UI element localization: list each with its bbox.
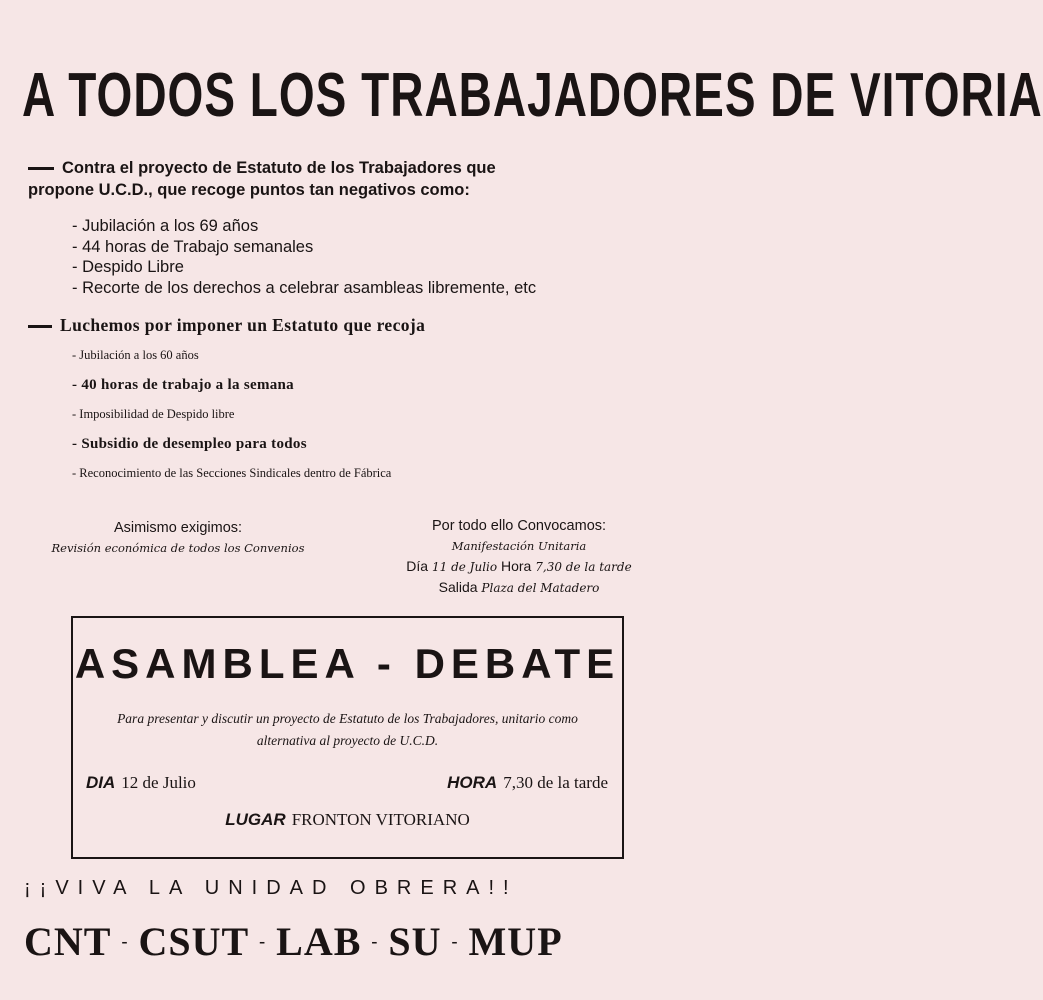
- negatives-list: [72, 216, 536, 298]
- slogan: ¡¡VIVA LA UNIDAD OBRERA!!: [24, 877, 518, 899]
- dash-mark: [28, 325, 52, 328]
- place-value: FRONTON VITORIANO: [291, 810, 470, 829]
- list-item: - Despido Libre: [72, 257, 536, 278]
- hour-value: 7,30 de la tarde: [503, 773, 608, 792]
- intro-text: [28, 157, 668, 201]
- hour-label: HORA: [447, 773, 498, 792]
- org-mup: MUP: [468, 919, 563, 964]
- poster-title: A TODOS LOS TRABAJADORES DE VITORIA: [22, 59, 1043, 130]
- day-value: 11 de Julio: [431, 560, 498, 574]
- assembly-place: [73, 810, 622, 830]
- list-item: - Reconocimiento de las Secciones Sindicales dentro de Fábrica: [72, 459, 391, 489]
- march-date: [364, 556, 674, 577]
- separator: -: [371, 931, 379, 951]
- demands-list: [72, 341, 391, 489]
- intro-line-1: Contra el proyecto de Estatuto de los Trabajadores que: [62, 159, 496, 177]
- day-value: 12 de Julio: [121, 773, 196, 792]
- org-lab: LAB: [276, 919, 362, 964]
- list-item: - Subsidio de desempleo para todos: [72, 430, 391, 460]
- list-item: - Jubilación a los 60 años: [72, 341, 391, 371]
- day-label: Día: [406, 558, 429, 574]
- list-item: - 40 horas de trabajo a la semana: [72, 371, 391, 401]
- list-item: - 44 horas de Trabajo semanales: [72, 237, 536, 258]
- assembly-day: [86, 773, 196, 793]
- column-heading: Por todo ello Convocamos:: [431, 518, 607, 534]
- list-item: - Imposibilidad de Despido libre: [72, 400, 391, 430]
- separator: -: [451, 931, 459, 951]
- column-heading: Asimismo exigimos:: [113, 520, 243, 536]
- org-su: SU: [388, 919, 442, 964]
- exit-label: Salida: [438, 579, 478, 595]
- assembly-hour: [447, 773, 608, 793]
- demands-column: [28, 518, 328, 558]
- list-item: - Jubilación a los 69 años: [72, 216, 536, 237]
- assembly-description: Para presentar y discutir un proyecto de Estatuto de los Trabajadores, unitario como alternativa al proyecto de U.C.D.: [117, 711, 578, 748]
- column-text: Revisión económica de todos los Convenios: [51, 541, 305, 555]
- assembly-box: [71, 616, 624, 859]
- demand-heading-text: Luchemos por imponer un Estatuto que recoja: [60, 315, 426, 335]
- march-exit: [364, 577, 674, 598]
- org-cnt: CNT: [24, 919, 112, 964]
- day-label: DIA: [86, 773, 116, 792]
- hour-value: 7,30 de la tarde: [535, 560, 632, 574]
- place-label: LUGAR: [225, 810, 286, 829]
- org-csut: CSUT: [138, 919, 250, 964]
- intro-line-2: propone U.C.D., que recoge puntos tan negativos como:: [28, 181, 470, 199]
- assembly-title: ASAMBLEA - DEBATE: [74, 640, 621, 687]
- organizations: [24, 918, 674, 965]
- column-text: Manifestación Unitaria: [451, 539, 587, 553]
- hour-label: Hora: [501, 558, 532, 574]
- list-item: - Recorte de los derechos a celebrar asambleas libremente, etc: [72, 278, 536, 299]
- demand-heading: [28, 315, 678, 336]
- separator: -: [259, 931, 267, 951]
- exit-value: Plaza del Matadero: [481, 581, 600, 595]
- dash-mark: [28, 167, 54, 170]
- separator: -: [121, 931, 129, 951]
- convocation-column: [364, 516, 674, 598]
